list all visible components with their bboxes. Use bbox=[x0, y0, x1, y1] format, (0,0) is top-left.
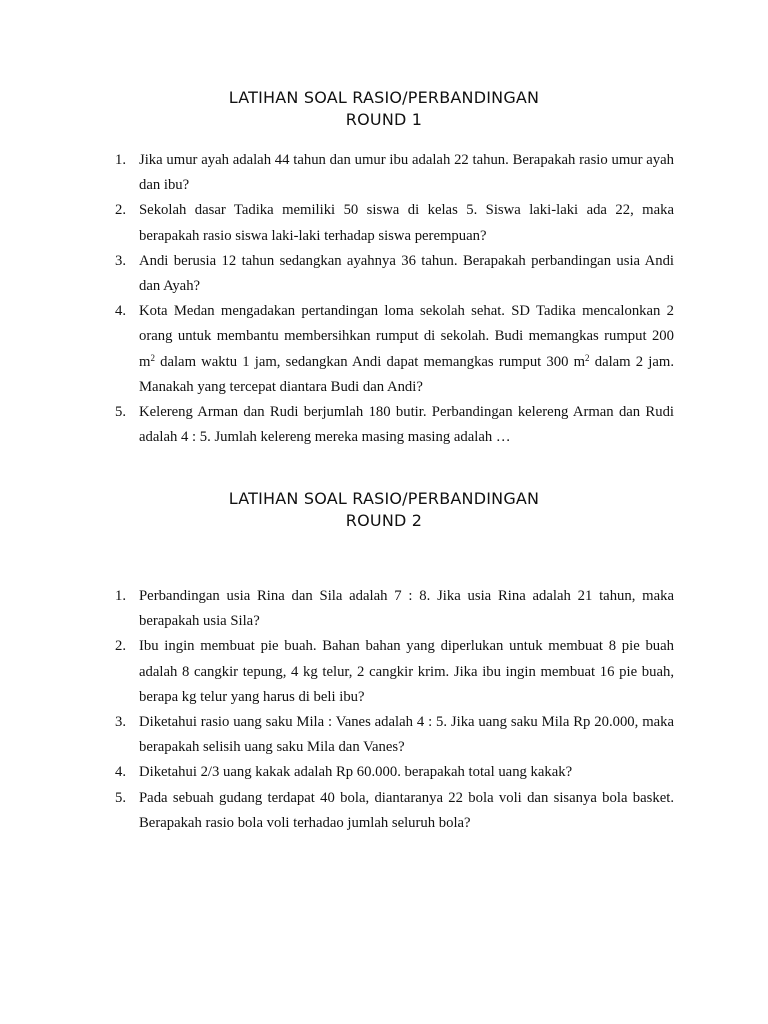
round1-question-5 bbox=[0, 400, 768, 450]
question-number: 1. bbox=[115, 588, 127, 604]
question-text: Jika umur ayah adalah 44 tahun dan umur ibu adalah 22 tahun. Berapakah rasio umur ayah dan ibu? bbox=[139, 152, 674, 194]
question-number: 5. bbox=[115, 789, 127, 806]
round1-question-2 bbox=[0, 198, 768, 248]
round2-heading bbox=[0, 488, 768, 532]
superscript-squared: 2 bbox=[150, 352, 155, 363]
superscript-squared: 2 bbox=[585, 352, 590, 363]
round2-question-4 bbox=[0, 760, 768, 785]
round1-question-list bbox=[0, 148, 768, 450]
round2-question-3 bbox=[0, 710, 768, 760]
question-number: 1. bbox=[115, 152, 127, 168]
question-text bbox=[139, 303, 674, 395]
question-text: Pada sebuah gudang terdapat 40 bola, diantaranya 22 bola voli dan sisanya bola basket. Berapakah rasio bola voli terhadao jumlah seluruh bola? bbox=[139, 789, 674, 831]
round2-question-1 bbox=[0, 584, 768, 634]
round2-title: LATIHAN SOAL RASIO/PERBANDINGAN bbox=[228, 489, 540, 508]
question-number: 2. bbox=[115, 638, 127, 655]
question-number: 4. bbox=[115, 764, 127, 781]
question-number: 4. bbox=[115, 303, 127, 320]
round1-title: LATIHAN SOAL RASIO/PERBANDINGAN bbox=[228, 88, 540, 107]
round1-subtitle: ROUND 1 bbox=[345, 110, 423, 129]
question-text-part: Kota Medan mengadakan pertandingan loma sekolah sehat. SD Tadika mencalonkan 2 orang untuk membantu membersihkan rumput di sekolah. Budi memangkas rumput 200 m bbox=[139, 303, 674, 370]
question-text: Andi berusia 12 tahun sedangkan ayahnya 36 tahun. Berapakah perbandingan usia Andi dan Ayah? bbox=[139, 252, 674, 295]
round2-question-list bbox=[0, 584, 768, 836]
round1-heading bbox=[0, 87, 768, 131]
question-text: Sekolah dasar Tadika memiliki 50 siswa di kelas 5. Siswa laki-laki ada 22, maka berapakah rasio siswa laki-laki terhadap siswa perempuan? bbox=[139, 202, 674, 244]
question-text: Perbandingan usia Rina dan Sila adalah 7 : 8. Jika usia Rina adalah 21 tahun, maka berapakah usia Sila? bbox=[139, 588, 674, 630]
round1-question-1 bbox=[0, 148, 768, 198]
round2-question-2 bbox=[0, 634, 768, 710]
round1-question-4 bbox=[0, 299, 768, 400]
round2-subtitle: ROUND 2 bbox=[345, 511, 423, 530]
question-text: Ibu ingin membuat pie buah. Bahan bahan yang diperlukan untuk membuat 8 pie buah adalah 8 cangkir tepung, 4 kg telur, 2 cangkir krim. Jika ibu ingin membuat 16 pie buah, berapa kg telur yang harus di beli ibu? bbox=[139, 638, 674, 705]
question-number: 5. bbox=[115, 404, 127, 421]
round1-question-3 bbox=[0, 249, 768, 299]
question-number: 3. bbox=[115, 714, 127, 731]
question-number: 3. bbox=[115, 252, 127, 269]
question-text-part: dalam waktu 1 jam, sedangkan Andi dapat memangkas rumput 300 m bbox=[154, 353, 586, 370]
round2-question-5 bbox=[0, 786, 768, 836]
question-text: Kelereng Arman dan Rudi berjumlah 180 butir. Perbandingan kelereng Arman dan Rudi adalah 4 : 5. Jumlah kelereng mereka masing masing adalah … bbox=[139, 404, 674, 446]
question-text-part: dalam 2 jam. Manakah yang tercepat diantara Budi dan Andi? bbox=[139, 353, 674, 395]
question-text: Diketahui rasio uang saku Mila : Vanes adalah 4 : 5. Jika uang saku Mila Rp 20.000, maka berapakah selisih uang saku Mila dan Vanes? bbox=[139, 714, 674, 756]
question-text: Diketahui 2/3 uang kakak adalah Rp 60.000. berapakah total uang kakak? bbox=[139, 764, 573, 781]
question-number: 2. bbox=[115, 202, 127, 219]
